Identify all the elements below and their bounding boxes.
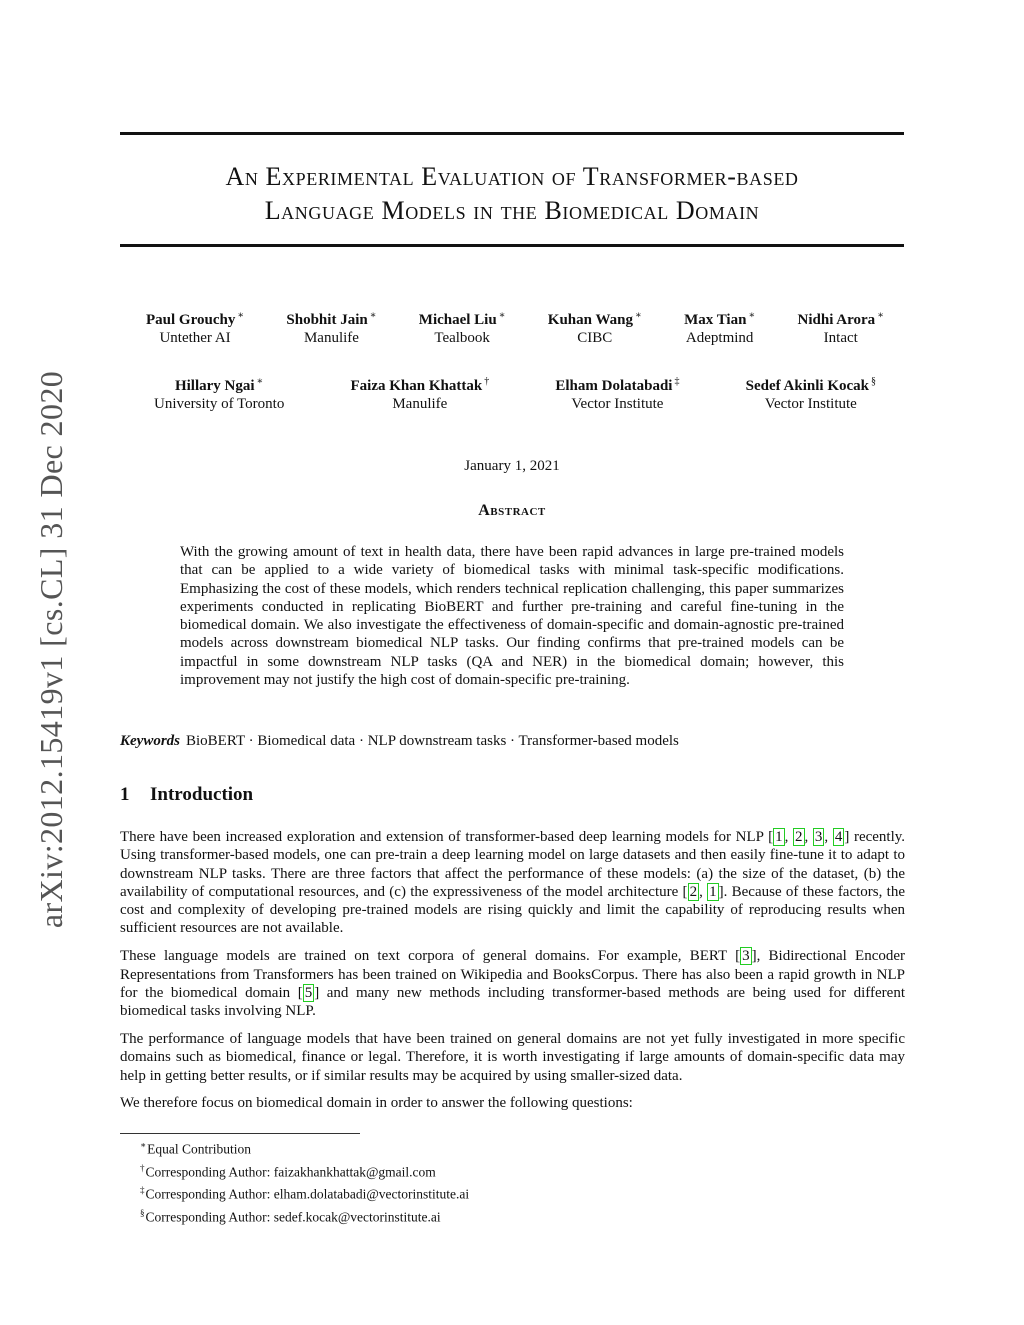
- author-affiliation: CIBC: [577, 330, 613, 346]
- author-mark: ∗: [237, 310, 245, 321]
- author-row-1: [146, 307, 884, 348]
- author: [555, 373, 679, 414]
- footnote: ‡Corresponding Author: elham.dolatabadi@vectorinstitute.ai: [140, 1185, 470, 1202]
- publication-date: January 1, 2021: [464, 458, 560, 474]
- citation-link[interactable]: 1: [709, 883, 717, 900]
- footnote-mark: ‡: [140, 1185, 145, 1195]
- author: [798, 307, 884, 348]
- author-mark: †: [484, 376, 490, 387]
- title-line-1: An Experimental Evaluation of Transformer-based: [225, 162, 799, 191]
- footnote-mark: ∗: [140, 1140, 147, 1150]
- author: [419, 307, 506, 348]
- arxiv-identifier: arXiv:2012.15419v1 [cs.CL] 31 Dec 2020: [33, 370, 70, 928]
- author-mark: ∗: [498, 310, 506, 321]
- author-affiliation: Intact: [823, 330, 858, 346]
- footnote-mark: §: [140, 1207, 145, 1218]
- author-affiliation: University of Toronto: [154, 396, 285, 412]
- author-name: Shobhit Jain: [286, 312, 368, 328]
- paragraph: These language models are trained on text corpora of general domains. For example, BERT [ 3 ], Bidirectional Encoder Representations from Transformers has been trained on Wikipedia and BooksCorpus. There has also been a rapid growth in NLP for the biomedical domain [ 5 ] and many new methods including transformer-based methods are being used for different biomedical tasks involving NLP.: [120, 948, 906, 1020]
- citation-link[interactable]: 3: [814, 829, 823, 845]
- section-title: Introduction: [150, 784, 254, 805]
- author: [746, 373, 876, 414]
- author-affiliation: Tealbook: [434, 330, 490, 346]
- citation-link[interactable]: 5: [304, 984, 313, 1001]
- author-affiliation: Manulife: [392, 396, 448, 412]
- citation-link[interactable]: 2: [689, 883, 698, 900]
- footnotes: [140, 1136, 469, 1226]
- author-mark: ∗: [748, 310, 756, 321]
- abstract-heading: Abstract: [478, 502, 546, 519]
- paper-title: [120, 160, 904, 228]
- paragraph: The performance of language models that have been trained on general domains are not yet fully investigated in more specific domains such as biomedical, finance or legal. Therefore, it is worth investigating if large amounts of domain-specific data may help in getting better results, or if similar results may be acquired by using smaller-sized data.: [120, 1030, 905, 1084]
- author-mark: ∗: [634, 310, 642, 321]
- keywords-label: Keywords: [120, 733, 180, 749]
- author: [548, 307, 642, 348]
- arxiv-stamp: [24, 352, 80, 946]
- author-name: Nidhi Arora: [797, 312, 876, 328]
- author-affiliation: Untether AI: [159, 330, 231, 346]
- author: [286, 307, 376, 348]
- author-mark: §: [871, 376, 876, 387]
- citation-link[interactable]: 2: [795, 829, 803, 845]
- author-name: Elham Dolatabadi: [555, 378, 673, 394]
- author-mark: ‡: [674, 376, 680, 387]
- keywords-text: BioBERT · Biomedical data · NLP downstream tasks · Transformer-based models: [186, 733, 679, 749]
- author: [146, 307, 244, 348]
- paragraph: There have been increased exploration and extension of transformer-based deep learning models for NLP [ 1 , 2 , 3 , 4 ] recently. Using transformer-based models, one can pre-train a deep learning model on large datasets and then easily fine-tune it to adapt to downstream NLP tasks. There are three factors that affect the performance of these models: (a) the size of the dataset, (b) the availability of computational resources, and (c) the expressiveness of the model architecture [ 2 , 1 ]. Because of these factors, the cost and complexity of developing pre-trained models are rising quickly and limit the capability of reproducing results when sufficient resources are not available.: [120, 829, 906, 937]
- author-affiliation: Vector Institute: [571, 396, 664, 412]
- abstract-text: With the growing amount of text in health data, there have been rapid advances in large pre-trained models that can be applied to a wide variety of biomedical tasks with minimal task-specific modifications. Emphasizing the cost of these models, which renders technical replication challenging, this paper summarizes experiments conducted in replicating BioBERT and further pre-training and careful fine-tuning in the biomedical domain. We also investigate the effectiveness of domain-specific and domain-agnostic pre-trained models across downstream biomedical NLP tasks. Our finding confirms that pre-trained models can be impactful in some downstream NLP tasks (QA and NER) in the biomedical domain; however, this improvement may not justify the high cost of domain-specific pre-training.: [180, 544, 844, 689]
- citation-link[interactable]: 3: [742, 948, 750, 965]
- citation-link[interactable]: 4: [834, 829, 843, 845]
- citation-link[interactable]: 1: [775, 829, 783, 845]
- paragraph: We therefore focus on biomedical domain in order to answer the following questions:: [120, 1095, 633, 1112]
- author-name: Michael Liu: [418, 312, 497, 328]
- author-name: Paul Grouchy: [146, 312, 236, 328]
- section-number: 1: [120, 784, 130, 805]
- author-name: Sedef Akinli Kocak: [745, 378, 869, 394]
- footnote: ∗Equal Contribution: [140, 1140, 251, 1157]
- footnote: §Corresponding Author: sedef.kocak@vectorinstitute.ai: [140, 1207, 441, 1224]
- author-name: Faiza Khan Khattak: [350, 378, 483, 394]
- author-row-2: [154, 373, 876, 414]
- author-mark: ∗: [877, 310, 884, 321]
- keywords: [120, 733, 904, 750]
- author-name: Kuhan Wang: [547, 312, 633, 328]
- title-rule-top: [120, 132, 904, 135]
- author-affiliation: Manulife: [303, 330, 359, 346]
- author: [154, 373, 284, 414]
- footnote-mark: †: [140, 1162, 145, 1173]
- footnote: †Corresponding Author: faizakhankhattak@gmail.com: [140, 1162, 436, 1179]
- author-name: Hillary Ngai: [174, 378, 255, 394]
- section-heading: [120, 784, 253, 806]
- author-affiliation: Vector Institute: [764, 396, 857, 412]
- author-mark: ∗: [256, 376, 264, 387]
- author-name: Max Tian: [684, 312, 747, 328]
- author-mark: ∗: [369, 310, 377, 321]
- title-line-2: Language Models in the Biomedical Domain: [264, 196, 760, 225]
- footnote-rule: [120, 1133, 360, 1134]
- author-affiliation: Adeptmind: [685, 330, 754, 346]
- author: [351, 373, 490, 414]
- author: [684, 307, 755, 348]
- body-text: [120, 828, 905, 1122]
- title-rule-bottom: [120, 244, 904, 247]
